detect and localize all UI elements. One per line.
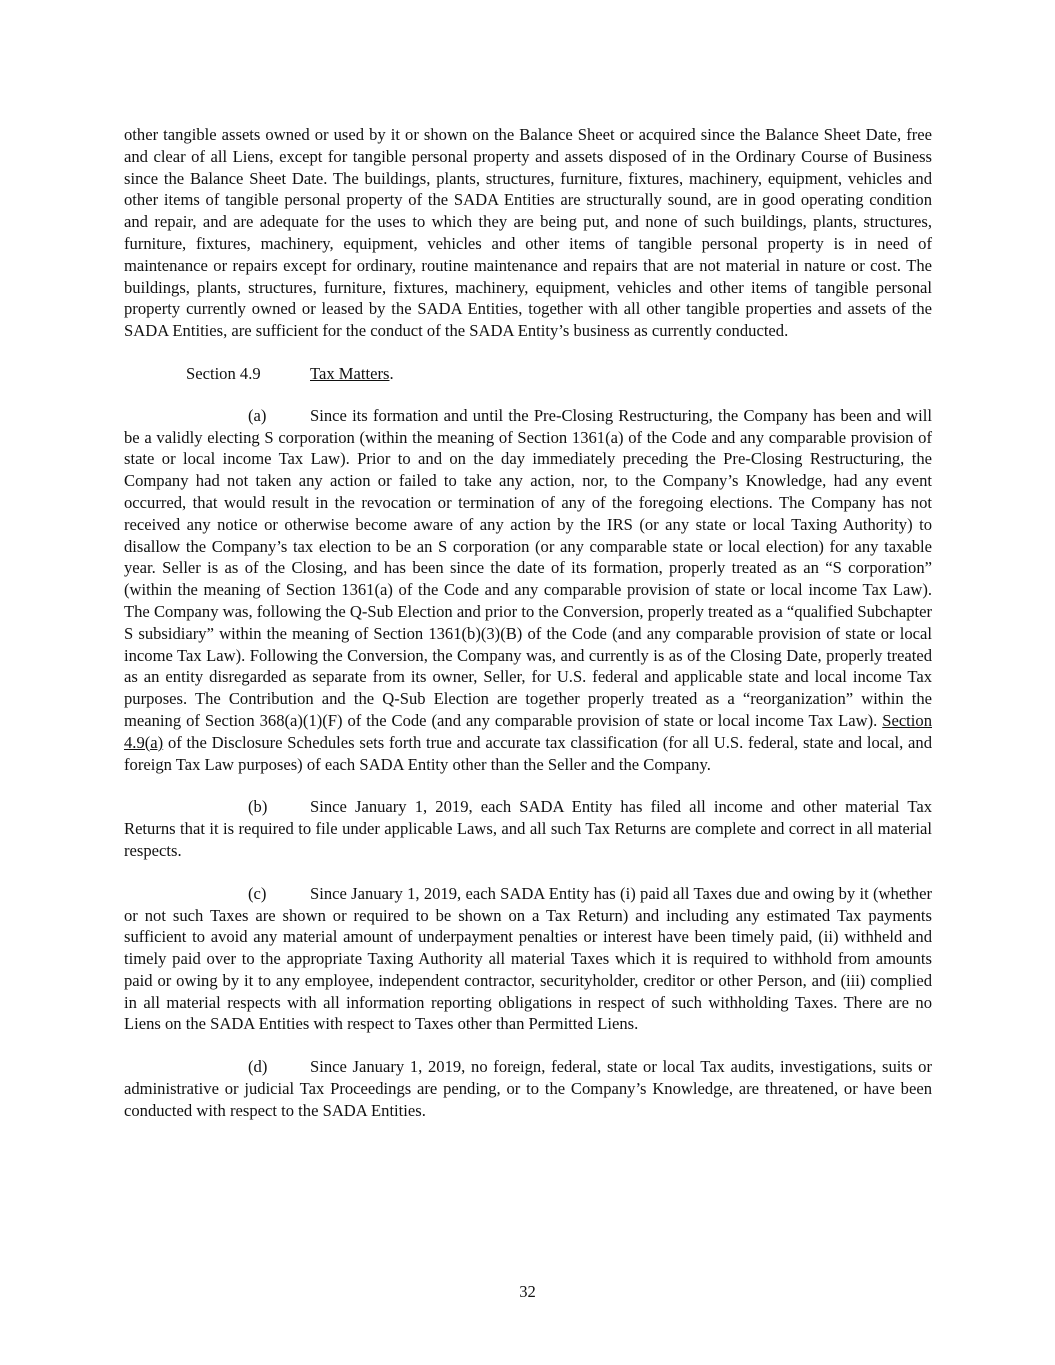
subsection-label: (d): [248, 1057, 268, 1077]
subsection-d: [124, 1056, 932, 1121]
section-number: Section 4.9: [186, 363, 261, 383]
subsection-b: [124, 796, 932, 861]
subsection-label: (b): [248, 797, 268, 817]
subsection-text-continued: of the Disclosure Schedules sets forth true and accurate tax classification (for all U.S. federal, state and local, and foreign Tax Law purposes) of each SADA Entity other than the Seller and the Company.: [124, 732, 932, 774]
continuation-paragraph: other tangible assets owned or used by it or shown on the Balance Sheet or acquired since the Balance Sheet Date, free and clear of all Liens, except for tangible personal property and assets disposed of in the Ordinary Course of Business since the Balance Sheet Date. The buildings, plants, structures, furniture, fixtures, machinery, equipment, vehicles and other items of tangible personal property of the SADA Entities are structurally sound, are in good operating condition and repair, and are adequate for the uses to which they are being put, and none of such buildings, plants, structures, furniture, fixtures, machinery, equipment, vehicles and other items of tangible personal property is in need of maintenance or repairs except for ordinary, routine maintenance and repairs that are not material in nature or cost. The buildings, plants, structures, furniture, fixtures, machinery, equipment, vehicles and other items of tangible personal property currently owned or leased by the SADA Entities, together with all other tangible properties and assets of the SADA Entities, are sufficient for the conduct of the SADA Entity’s business as currently conducted.: [124, 125, 932, 341]
page-number: 32: [519, 1282, 536, 1301]
subsection-label: (c): [248, 883, 267, 903]
disclosure-schedule-reference: Section 4.9(a): [124, 710, 932, 752]
section-title-suffix: .: [389, 363, 394, 383]
subsection-a: [124, 405, 932, 776]
subsection-text: Since January 1, 2019, no foreign, federal, state or local Tax audits, investigations, suits or administrative or judicial Tax Proceedings are pending, or to the Company’s Knowledge, are threatened, or have been conducted with respect to the SADA Entities.: [124, 1057, 932, 1120]
section-title: Tax Matters: [310, 363, 390, 383]
subsection-c: [124, 883, 932, 1036]
subsection-text: Since January 1, 2019, each SADA Entity has (i) paid all Taxes due and owing by it (whether or not such Taxes are shown or required to be shown on a Tax Return) and including any estimated Tax payments sufficient to avoid any material amount of underpayment penalties or interest have been timely paid, (ii) withheld and timely paid over to the appropriate Taxing Authority all material Taxes which it is required to withhold from amounts paid or owing by it to any employee, independent contractor, securityholder, creditor or other Person, and (iii) complied in all material respects with all information reporting obligations in respect of such withholding Taxes. There are no Liens on the SADA Entities with respect to Taxes other than Permitted Liens.: [124, 883, 932, 1034]
subsection-label: (a): [248, 405, 267, 425]
section-heading: [186, 363, 932, 385]
subsection-text: Since January 1, 2019, each SADA Entity has filed all income and other material Tax Returns that it is required to file under applicable Laws, and all such Tax Returns are complete and correct in all material respects.: [124, 797, 932, 860]
subsection-text: Since its formation and until the Pre-Closing Restructuring, the Company has been and will be a validly electing S corporation (within the meaning of Section 1361(a) of the Code and any comparable provision of state or local income Tax Law). Prior to and on the day immediately preceding the Pre-Closing Restructuring, the Company had not taken any action or failed to take any action, nor, to the Company’s Knowledge, had any event occurred, that would result in the revocation or termination of any of the foregoing elections. The Company has not received any notice or otherwise become aware of any action by the IRS (or any state or local Taxing Authority) to disallow the Company’s tax election to be an S corporation (or any comparable state or local election) for any taxable year. Seller is as of the Closing, and has been since the date of its formation, properly treated as an “S corporation” (within the meaning of Section 1361(a) of the Code and any comparable provision of state or local income Tax Law). The Company was, following the Q-Sub Election and prior to the Conversion, properly treated as a “qualified Subchapter S subsidiary” within the meaning of Section 1361(b)(3)(B) of the Code (and any comparable provision of state or local income Tax Law). Following the Conversion, the Company was, and currently is as of the Closing Date, properly treated as an entity disregarded as separate from its owner, Seller, for U.S. federal and applicable state and local income Tax purposes. The Contribution and the Q-Sub Election are together properly treated as a “reorganization” within the meaning of Section 368(a)(1)(F) of the Code (and any comparable provision of state or local income Tax Law).: [124, 405, 932, 730]
document-page: [124, 124, 932, 1143]
